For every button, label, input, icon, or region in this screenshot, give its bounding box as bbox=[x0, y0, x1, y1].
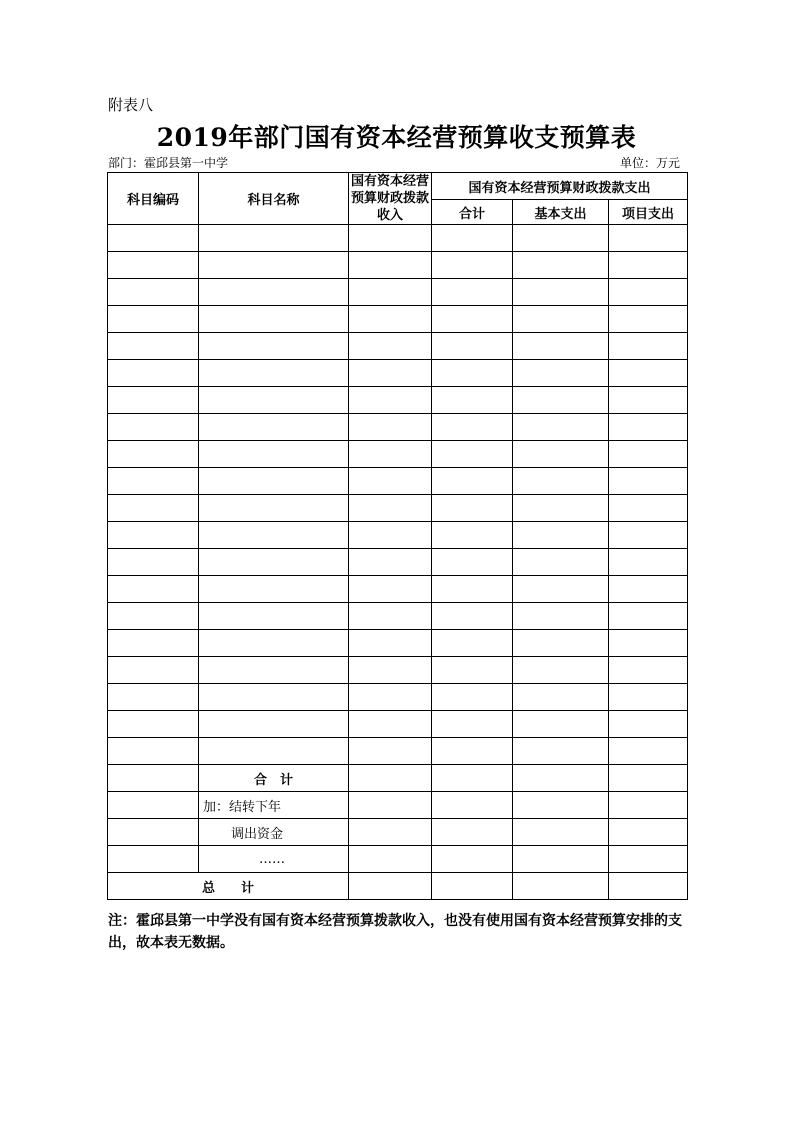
cell bbox=[513, 792, 609, 819]
table-row bbox=[108, 225, 688, 252]
cell bbox=[513, 441, 609, 468]
cell bbox=[609, 360, 688, 387]
cell bbox=[108, 657, 199, 684]
cell bbox=[199, 495, 349, 522]
cell bbox=[199, 333, 349, 360]
cell bbox=[513, 738, 609, 765]
table-row bbox=[108, 252, 688, 279]
cell bbox=[199, 252, 349, 279]
table-row bbox=[108, 522, 688, 549]
cell bbox=[199, 549, 349, 576]
footnote: 注：霍邱县第一中学没有国有资本经营预算拨款收入，也没有使用国有资本经营预算安排的支出，故本表无数据。 bbox=[108, 913, 682, 951]
cell bbox=[432, 630, 513, 657]
cell bbox=[349, 414, 432, 441]
page-title: 2019年部门国有资本经营预算收支预算表 bbox=[156, 123, 637, 152]
table-row bbox=[108, 414, 688, 441]
cell bbox=[108, 414, 199, 441]
cell bbox=[199, 468, 349, 495]
cell bbox=[609, 684, 688, 711]
cell bbox=[108, 522, 199, 549]
cell bbox=[199, 306, 349, 333]
cell bbox=[513, 711, 609, 738]
cell bbox=[108, 252, 199, 279]
cell bbox=[349, 711, 432, 738]
cell bbox=[199, 522, 349, 549]
header-basic: 基本支出 bbox=[513, 200, 609, 225]
cell bbox=[199, 684, 349, 711]
unit-label: 单位：万元 bbox=[620, 156, 681, 170]
cell bbox=[199, 387, 349, 414]
header-name: 科目名称 bbox=[199, 173, 349, 225]
cell bbox=[349, 306, 432, 333]
cell bbox=[609, 792, 688, 819]
cell bbox=[609, 657, 688, 684]
cell bbox=[513, 387, 609, 414]
cell bbox=[432, 846, 513, 873]
cell bbox=[349, 765, 432, 792]
cell bbox=[609, 225, 688, 252]
cell bbox=[349, 576, 432, 603]
cell bbox=[432, 495, 513, 522]
cell bbox=[432, 522, 513, 549]
cell bbox=[199, 414, 349, 441]
table-row bbox=[108, 495, 688, 522]
cell bbox=[108, 846, 199, 873]
cell bbox=[513, 279, 609, 306]
cell bbox=[349, 630, 432, 657]
cell bbox=[432, 387, 513, 414]
ellipsis-row bbox=[108, 846, 688, 873]
cell bbox=[609, 873, 688, 900]
cell bbox=[513, 333, 609, 360]
table-row bbox=[108, 441, 688, 468]
carry-over-label: 加：结转下年 bbox=[199, 792, 349, 819]
cell bbox=[432, 441, 513, 468]
header-income: 国有资本经营预算财政拨款收入 bbox=[349, 173, 432, 225]
cell bbox=[432, 549, 513, 576]
cell bbox=[108, 819, 199, 846]
cell bbox=[609, 549, 688, 576]
cell bbox=[432, 414, 513, 441]
cell bbox=[609, 333, 688, 360]
annex-label: 附表八 bbox=[108, 96, 154, 114]
cell bbox=[513, 252, 609, 279]
cell bbox=[513, 522, 609, 549]
table-row bbox=[108, 576, 688, 603]
cell bbox=[432, 603, 513, 630]
cell bbox=[199, 657, 349, 684]
cell bbox=[349, 522, 432, 549]
cell bbox=[513, 846, 609, 873]
cell bbox=[108, 468, 199, 495]
cell bbox=[513, 765, 609, 792]
table-row bbox=[108, 684, 688, 711]
cell bbox=[108, 441, 199, 468]
cell bbox=[108, 630, 199, 657]
cell bbox=[349, 333, 432, 360]
cell bbox=[513, 576, 609, 603]
cell bbox=[108, 711, 199, 738]
cell bbox=[349, 657, 432, 684]
cell bbox=[609, 819, 688, 846]
cell bbox=[609, 576, 688, 603]
cell bbox=[432, 468, 513, 495]
header-code: 科目编码 bbox=[108, 173, 199, 225]
cell bbox=[349, 360, 432, 387]
table-row bbox=[108, 333, 688, 360]
cell bbox=[108, 306, 199, 333]
cell bbox=[199, 441, 349, 468]
cell bbox=[432, 765, 513, 792]
cell bbox=[609, 603, 688, 630]
table-row bbox=[108, 630, 688, 657]
table-row bbox=[108, 738, 688, 765]
cell bbox=[432, 576, 513, 603]
cell bbox=[432, 360, 513, 387]
cell bbox=[349, 279, 432, 306]
header-row-1 bbox=[108, 173, 688, 200]
subtotal-row bbox=[108, 765, 688, 792]
table-row bbox=[108, 549, 688, 576]
cell bbox=[609, 711, 688, 738]
transfer-out-label: 调出资金 bbox=[199, 819, 349, 846]
cell bbox=[432, 873, 513, 900]
cell bbox=[609, 279, 688, 306]
cell bbox=[199, 630, 349, 657]
cell bbox=[349, 468, 432, 495]
cell bbox=[432, 657, 513, 684]
table-row bbox=[108, 657, 688, 684]
cell bbox=[513, 603, 609, 630]
cell bbox=[349, 684, 432, 711]
cell bbox=[609, 765, 688, 792]
cell bbox=[609, 441, 688, 468]
header-project: 项目支出 bbox=[609, 200, 688, 225]
cell bbox=[609, 495, 688, 522]
cell bbox=[609, 738, 688, 765]
cell bbox=[108, 549, 199, 576]
cell bbox=[609, 306, 688, 333]
cell bbox=[349, 549, 432, 576]
table-row bbox=[108, 279, 688, 306]
cell bbox=[609, 846, 688, 873]
cell bbox=[108, 765, 199, 792]
cell bbox=[349, 846, 432, 873]
cell bbox=[199, 279, 349, 306]
cell bbox=[349, 252, 432, 279]
carry-over-row bbox=[108, 792, 688, 819]
cell bbox=[609, 252, 688, 279]
cell bbox=[513, 495, 609, 522]
cell bbox=[513, 225, 609, 252]
cell bbox=[108, 333, 199, 360]
cell bbox=[432, 279, 513, 306]
cell bbox=[609, 522, 688, 549]
cell bbox=[108, 495, 199, 522]
cell bbox=[432, 252, 513, 279]
cell bbox=[349, 495, 432, 522]
cell bbox=[108, 225, 199, 252]
table-row bbox=[108, 711, 688, 738]
table-row bbox=[108, 603, 688, 630]
cell bbox=[349, 387, 432, 414]
cell bbox=[432, 738, 513, 765]
cell bbox=[349, 819, 432, 846]
cell bbox=[349, 738, 432, 765]
table-row bbox=[108, 360, 688, 387]
cell bbox=[609, 468, 688, 495]
cell bbox=[108, 279, 199, 306]
cell bbox=[609, 630, 688, 657]
cell bbox=[513, 819, 609, 846]
cell bbox=[513, 414, 609, 441]
cell bbox=[513, 684, 609, 711]
subtotal-label: 合 计 bbox=[199, 765, 349, 792]
transfer-out-row bbox=[108, 819, 688, 846]
cell bbox=[108, 792, 199, 819]
cell bbox=[108, 684, 199, 711]
cell bbox=[432, 333, 513, 360]
cell bbox=[513, 549, 609, 576]
cell bbox=[199, 225, 349, 252]
cell bbox=[432, 819, 513, 846]
cell bbox=[199, 738, 349, 765]
cell bbox=[432, 225, 513, 252]
header-expense-group: 国有资本经营预算财政拨款支出 bbox=[432, 173, 688, 200]
cell bbox=[108, 738, 199, 765]
ellipsis-label: …… bbox=[199, 846, 349, 873]
grand-total-row bbox=[108, 873, 688, 900]
cell bbox=[513, 873, 609, 900]
cell bbox=[349, 603, 432, 630]
cell bbox=[349, 792, 432, 819]
cell bbox=[349, 225, 432, 252]
cell bbox=[199, 603, 349, 630]
budget-table bbox=[107, 172, 688, 900]
cell bbox=[513, 657, 609, 684]
grand-total-label: 总 计 bbox=[108, 873, 349, 900]
table-row bbox=[108, 468, 688, 495]
cell bbox=[513, 630, 609, 657]
cell bbox=[609, 414, 688, 441]
cell bbox=[513, 468, 609, 495]
cell bbox=[513, 306, 609, 333]
cell bbox=[432, 306, 513, 333]
cell bbox=[349, 441, 432, 468]
cell bbox=[199, 360, 349, 387]
cell bbox=[199, 576, 349, 603]
cell bbox=[108, 360, 199, 387]
cell bbox=[199, 711, 349, 738]
blank-rows bbox=[108, 225, 688, 765]
cell bbox=[432, 711, 513, 738]
cell bbox=[432, 684, 513, 711]
cell bbox=[108, 387, 199, 414]
cell bbox=[432, 792, 513, 819]
cell bbox=[108, 603, 199, 630]
table-row bbox=[108, 387, 688, 414]
cell bbox=[609, 387, 688, 414]
cell bbox=[108, 576, 199, 603]
cell bbox=[349, 873, 432, 900]
cell bbox=[513, 360, 609, 387]
department-label: 部门：霍邱县第一中学 bbox=[108, 156, 229, 170]
header-total: 合计 bbox=[432, 200, 513, 225]
table-row bbox=[108, 306, 688, 333]
